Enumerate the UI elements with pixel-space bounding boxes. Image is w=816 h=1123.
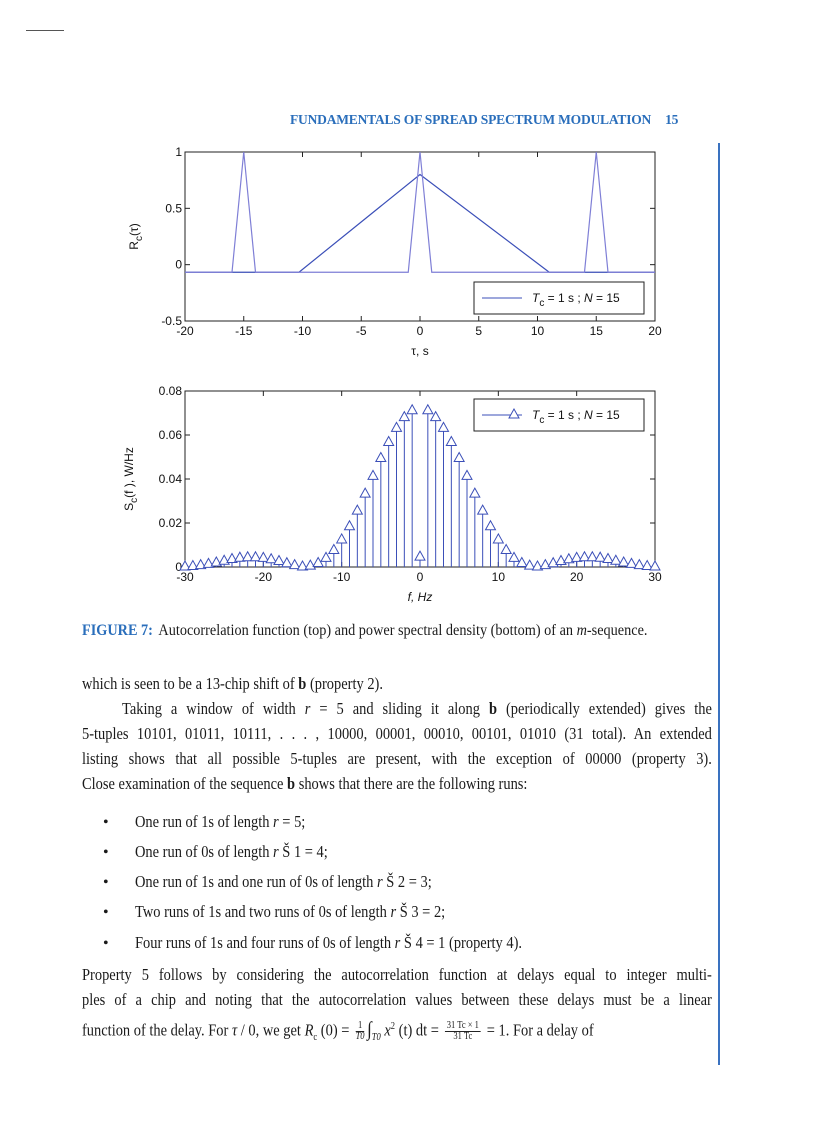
y-label-arg: (f ), W/Hz bbox=[122, 447, 136, 498]
integral-subscript: T0 bbox=[371, 1032, 381, 1044]
text: One run of 0s of length bbox=[135, 842, 274, 861]
x-tick-label: 15 bbox=[589, 324, 603, 338]
triangle-marker bbox=[376, 453, 386, 462]
triangle-marker bbox=[595, 552, 605, 561]
text: One run of 1s and one run of 0s of length bbox=[135, 872, 377, 891]
y-tick-label: 0.5 bbox=[165, 201, 182, 216]
bullet-icon: • bbox=[103, 935, 109, 952]
triangle-marker bbox=[478, 505, 488, 514]
x-tick-label: 30 bbox=[648, 570, 662, 584]
triangle-marker bbox=[345, 521, 355, 530]
triangle-marker bbox=[548, 558, 558, 567]
legend-t: T bbox=[532, 408, 540, 422]
numerator: 1 bbox=[356, 1021, 365, 1032]
fraction bbox=[445, 1021, 481, 1042]
triangle-marker bbox=[290, 560, 300, 569]
triangle-marker bbox=[360, 488, 370, 497]
figure-caption bbox=[82, 622, 647, 640]
bold-b: b bbox=[298, 674, 307, 693]
var-r: r bbox=[273, 842, 279, 861]
fraction bbox=[356, 1021, 365, 1042]
x-tick-label: 10 bbox=[530, 324, 545, 338]
x-tick-label: -30 bbox=[176, 570, 194, 584]
x-tick-label: -10 bbox=[293, 324, 312, 338]
text: Š 3 = 2; bbox=[396, 902, 446, 921]
x-tick-label: -20 bbox=[176, 324, 194, 338]
var-r: r bbox=[304, 699, 311, 718]
text: Four runs of 1s and four runs of 0s of length bbox=[135, 933, 395, 952]
y-tick-label: 0 bbox=[175, 257, 182, 272]
triangle-marker bbox=[603, 554, 613, 563]
series-line bbox=[185, 152, 655, 272]
bullet-icon: • bbox=[103, 814, 109, 831]
text: (t) dt = bbox=[395, 1020, 443, 1040]
var-r: r bbox=[390, 902, 397, 921]
triangle-marker bbox=[517, 557, 527, 566]
text: shows that there are the following runs: bbox=[295, 774, 528, 793]
paragraph-line bbox=[82, 674, 712, 694]
x-tick-label: 0 bbox=[416, 324, 424, 338]
triangle-marker bbox=[446, 436, 456, 445]
text: Š 2 = 3; bbox=[382, 872, 432, 891]
sub-c: c bbox=[313, 1032, 318, 1044]
text: which is seen to be a 13-chip shift of bbox=[82, 674, 299, 693]
y-label-sub: c bbox=[129, 497, 140, 503]
triangle-marker bbox=[454, 453, 464, 462]
var-r: r bbox=[376, 872, 383, 891]
exponent: 2 bbox=[390, 1021, 396, 1032]
var-tau: τ bbox=[231, 1020, 238, 1040]
list-item bbox=[135, 842, 328, 862]
x-tick-label: 20 bbox=[648, 324, 662, 338]
x-tick-label: 0 bbox=[416, 570, 424, 584]
bullet-icon: • bbox=[103, 844, 109, 861]
legend-mid: = 1 s ; bbox=[544, 291, 585, 305]
list-item bbox=[135, 933, 522, 953]
text: = 1. For a delay of bbox=[483, 1020, 594, 1040]
legend-sub: c bbox=[539, 298, 545, 309]
triangle-marker bbox=[407, 405, 417, 414]
x-tick-label: 5 bbox=[475, 324, 483, 338]
page-number: 15 bbox=[665, 112, 679, 127]
y-tick-label: 0.04 bbox=[158, 472, 182, 486]
x-tick-label: -5 bbox=[355, 324, 367, 338]
triangle-marker bbox=[439, 422, 449, 431]
caption-m: m bbox=[576, 622, 587, 639]
list-item bbox=[135, 812, 305, 832]
series-line bbox=[185, 175, 655, 273]
triangle-marker bbox=[392, 422, 402, 431]
paragraph-line: listing shows that all possible 5-tuples are present, with the exception of 00000 (property 3). bbox=[82, 749, 712, 768]
y-tick-label: 1 bbox=[175, 145, 182, 159]
paragraph-line bbox=[82, 774, 712, 794]
text: (0) = bbox=[317, 1020, 354, 1040]
x-tick-label: 10 bbox=[491, 570, 506, 584]
x-tick-label: -20 bbox=[254, 570, 273, 584]
triangle-marker bbox=[619, 557, 629, 566]
bullet-icon: • bbox=[103, 904, 109, 921]
equation-line bbox=[82, 1013, 712, 1052]
text: Two runs of 1s and two runs of 0s of length bbox=[135, 902, 391, 921]
triangle-marker bbox=[313, 557, 323, 566]
triangle-marker bbox=[423, 405, 433, 414]
y-label-main: R bbox=[127, 241, 141, 250]
triangle-marker bbox=[611, 555, 621, 564]
y-label-sub: c bbox=[134, 236, 145, 242]
x-tick-label: -10 bbox=[332, 570, 351, 584]
bullet-icon: • bbox=[103, 874, 109, 891]
y-label-main: S bbox=[122, 502, 136, 511]
x-axis-label: τ, s bbox=[411, 344, 429, 358]
triangle-marker bbox=[415, 551, 425, 560]
autocorrelation-chart bbox=[127, 145, 662, 358]
triangle-marker bbox=[384, 436, 394, 445]
triangle-marker bbox=[368, 470, 378, 479]
text: (property 2). bbox=[306, 674, 383, 693]
triangle-marker bbox=[337, 534, 347, 543]
triangle-marker bbox=[329, 545, 339, 554]
text: Close examination of the sequence bbox=[82, 774, 288, 793]
legend-end: = 15 bbox=[592, 291, 620, 305]
y-axis-label bbox=[122, 447, 140, 511]
legend-end: = 15 bbox=[592, 408, 620, 422]
x-tick-label: 20 bbox=[569, 570, 584, 584]
y-tick-label: 0.06 bbox=[158, 428, 182, 442]
paragraph-line: Property 5 follows by considering the autocorrelation function at delays equal to integer multi- bbox=[82, 965, 712, 984]
text: function of the delay. For bbox=[82, 1020, 232, 1040]
y-tick-label: 0.02 bbox=[158, 516, 182, 530]
var-r: r bbox=[273, 812, 279, 831]
triangle-marker bbox=[650, 561, 660, 570]
y-tick-label: 0 bbox=[175, 560, 182, 574]
text: = 5; bbox=[278, 812, 306, 831]
text: One run of 1s of length bbox=[135, 812, 274, 831]
triangle-marker bbox=[352, 505, 362, 514]
paragraph-line bbox=[122, 699, 712, 719]
denominator: T0 bbox=[355, 1031, 365, 1043]
paragraph-line: ples of a chip and noting that the autocorrelation values between these delays must be a linear bbox=[82, 990, 712, 1009]
text: = 5 and sliding it along bbox=[310, 699, 489, 718]
triangle-marker bbox=[627, 558, 637, 567]
denominator: 31 Tc bbox=[453, 1031, 473, 1043]
triangle-marker bbox=[470, 488, 480, 497]
legend-sub: c bbox=[539, 415, 545, 426]
bold-b: b bbox=[287, 774, 296, 793]
legend-mid: = 1 s ; bbox=[544, 408, 585, 422]
list-item bbox=[135, 872, 432, 892]
figure-label: FIGURE 7: bbox=[82, 622, 153, 639]
var-r: r bbox=[394, 933, 401, 952]
running-title: FUNDAMENTALS OF SPREAD SPECTRUM MODULATION bbox=[290, 112, 652, 127]
triangle-marker bbox=[462, 470, 472, 479]
x-tick-label: -15 bbox=[235, 324, 253, 338]
text: / 0, we get bbox=[237, 1020, 305, 1040]
text: Š 1 = 4; bbox=[278, 842, 328, 861]
triangle-marker bbox=[266, 554, 276, 563]
text: Š 4 = 1 (property 4). bbox=[400, 933, 523, 952]
legend-n: N bbox=[584, 291, 593, 305]
var-R: R bbox=[304, 1020, 314, 1040]
legend-t: T bbox=[532, 291, 540, 305]
caption-text-end: -sequence. bbox=[586, 622, 648, 639]
y-label-arg: (τ) bbox=[127, 223, 141, 237]
y-tick-label: -0.5 bbox=[161, 314, 182, 328]
var-x: x bbox=[380, 1020, 391, 1040]
triangle-marker bbox=[282, 558, 292, 567]
text: (periodically extended) gives the bbox=[497, 699, 712, 718]
integral-sign: ∫ bbox=[367, 1018, 372, 1041]
text: Taking a window of width bbox=[122, 699, 305, 718]
bold-b: b bbox=[488, 699, 498, 718]
triangle-marker bbox=[274, 556, 284, 565]
triangle-marker bbox=[258, 552, 268, 561]
triangle-marker bbox=[493, 534, 503, 543]
y-tick-label: 0.08 bbox=[158, 384, 182, 398]
y-axis-label bbox=[127, 223, 145, 249]
list-item bbox=[135, 902, 445, 922]
numerator: 31 Tc × 1 bbox=[446, 1020, 479, 1032]
triangle-marker bbox=[540, 560, 550, 569]
caption-text: Autocorrelation function (top) and power spectral density (bottom) of an bbox=[158, 622, 577, 639]
triangle-marker bbox=[486, 521, 496, 530]
x-axis-label: f, Hz bbox=[407, 590, 433, 604]
triangle-marker bbox=[634, 560, 644, 569]
triangle-marker bbox=[501, 545, 511, 554]
legend-n: N bbox=[584, 408, 593, 422]
psd-chart bbox=[122, 384, 662, 604]
paragraph-line: 5-tuples 10101, 01011, 10111, . . . , 10000, 00001, 00010, 00101, 01010 (31 total). An extended bbox=[82, 724, 712, 743]
